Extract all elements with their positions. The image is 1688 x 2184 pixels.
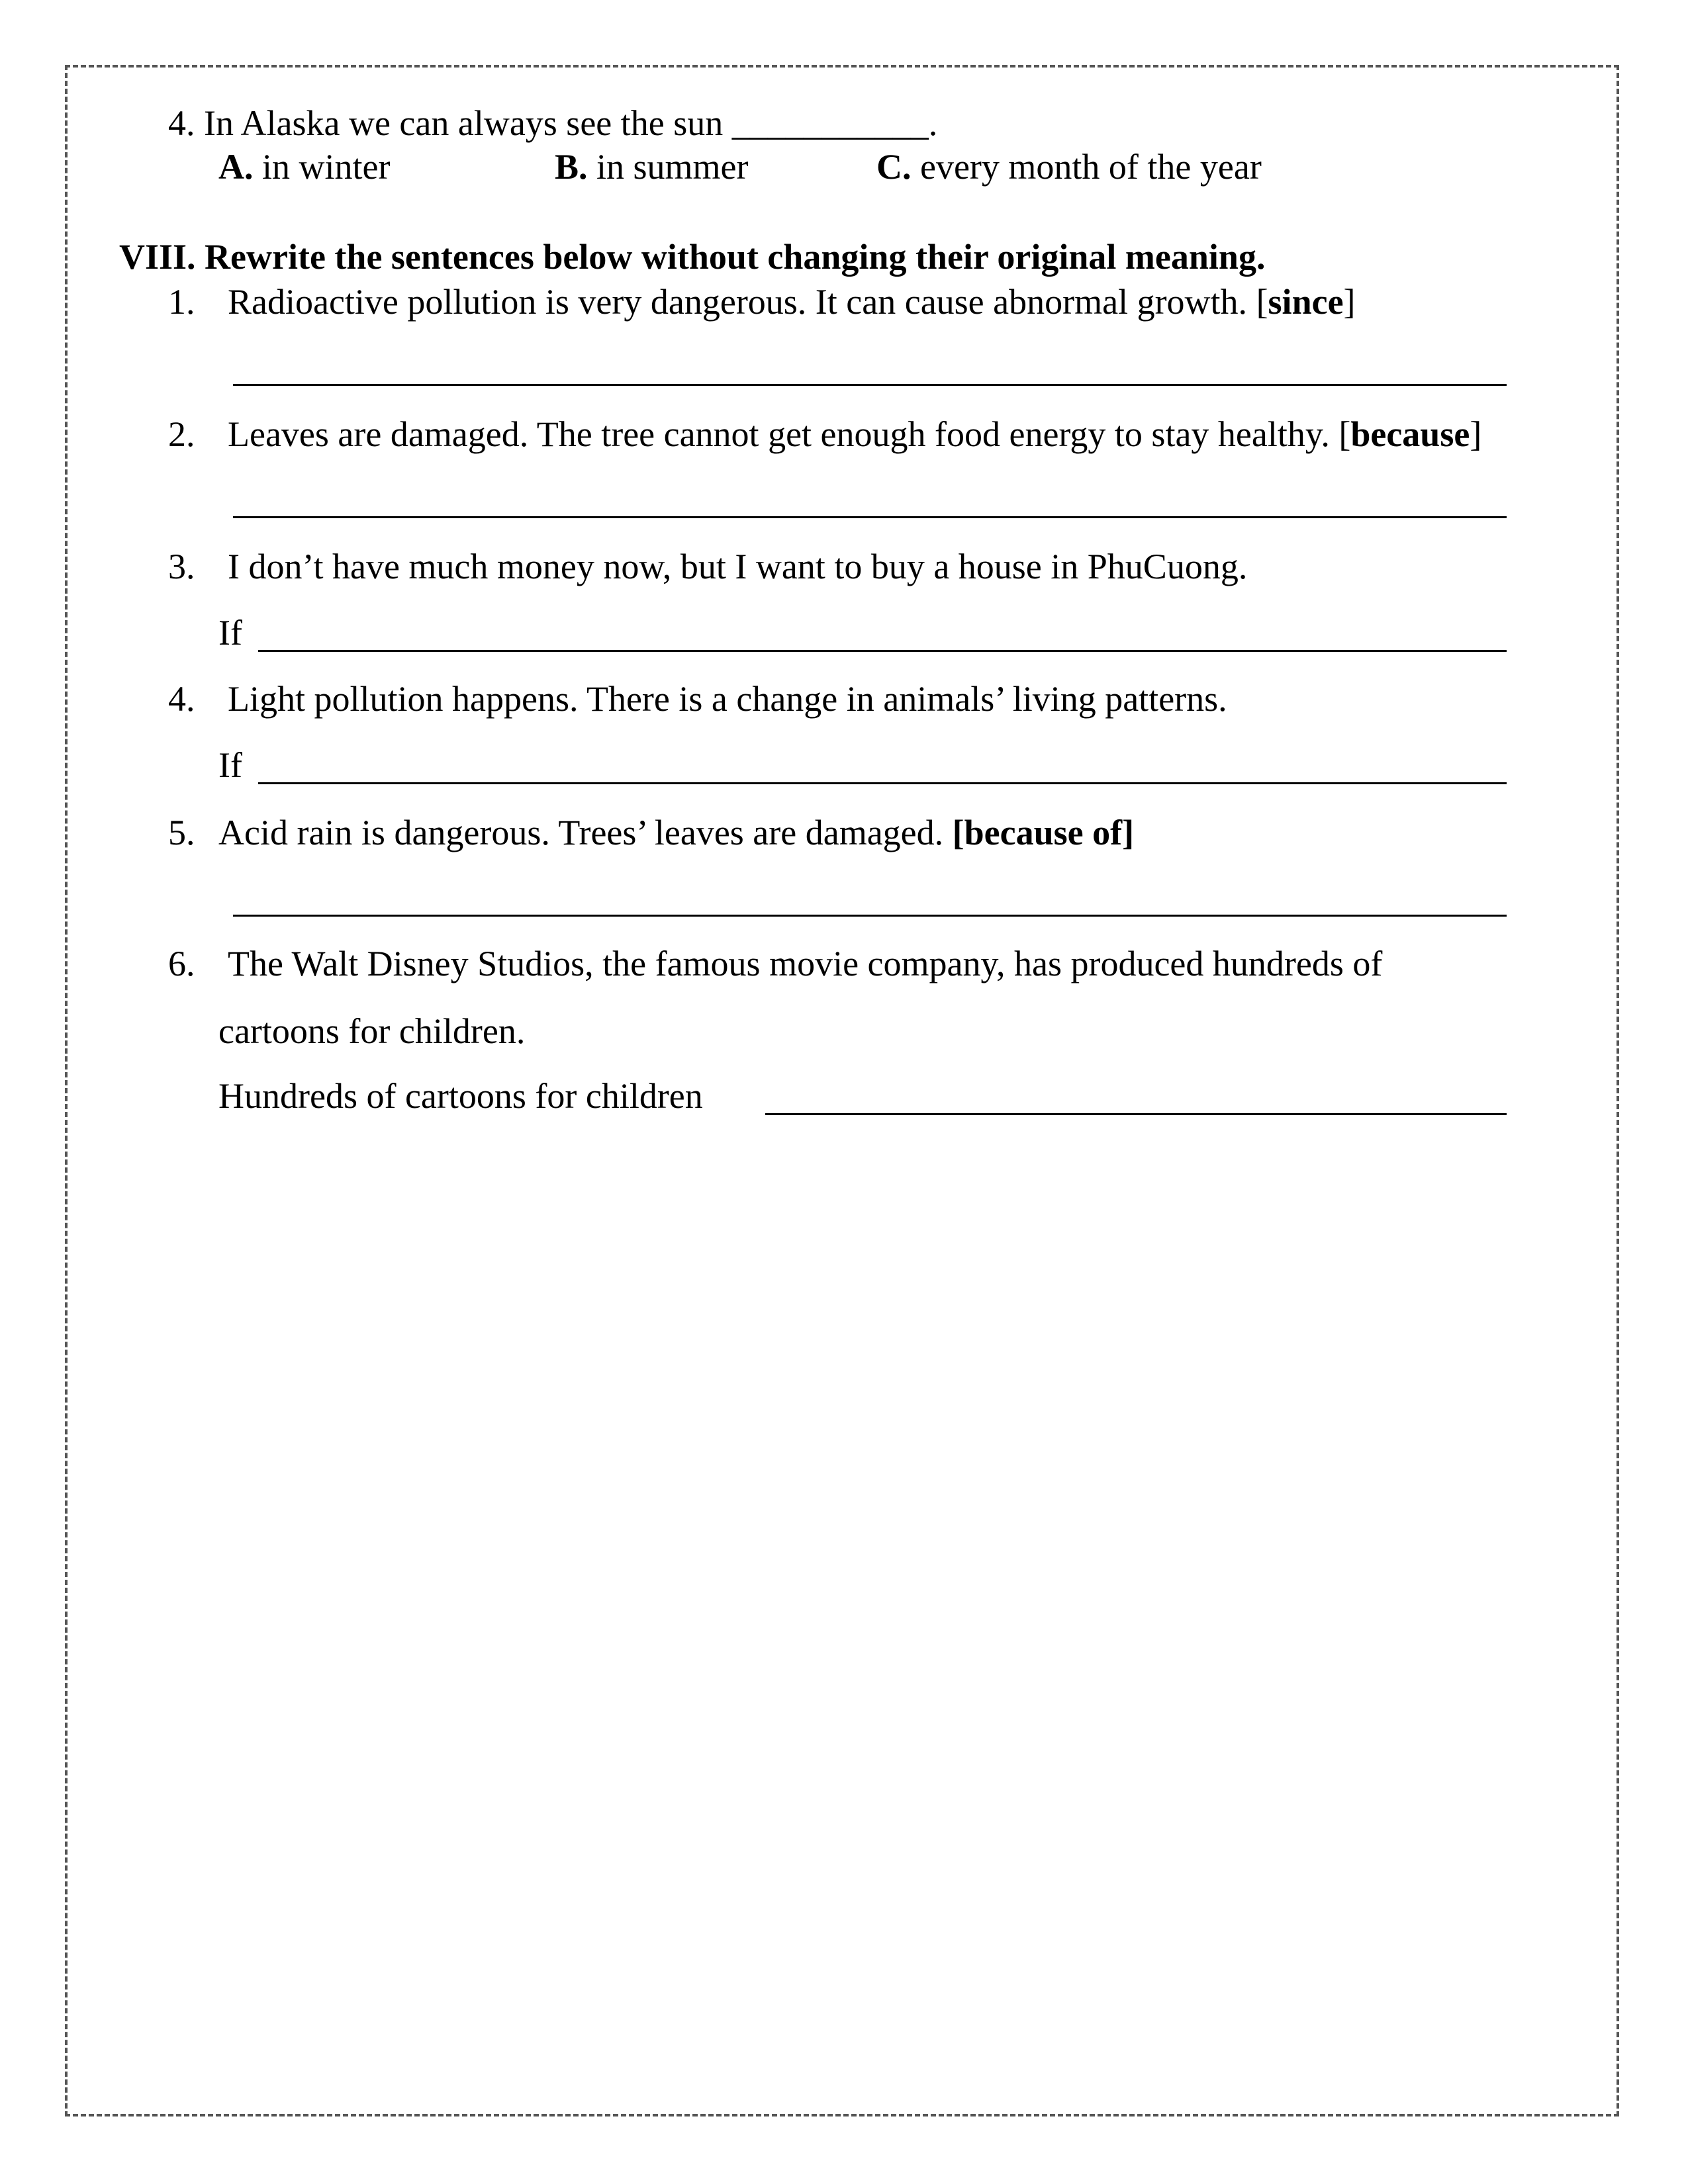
item-1-text: Radioactive pollution is very dangerous. It can cause abnormal growth. [228, 282, 1256, 322]
item-6-text-line-2: cartoons for children. [218, 1011, 526, 1051]
option-c-text: every month of the year [911, 147, 1262, 187]
item-5-number: 5. [168, 813, 195, 852]
item-4-number: 4. [168, 679, 195, 719]
option-b-text: in summer [587, 147, 749, 187]
question-4 [168, 102, 937, 144]
item-6-answer-line[interactable] [765, 1113, 1507, 1115]
item-3-answer-line[interactable] [258, 650, 1507, 652]
item-2-open-bracket: [ [1338, 414, 1351, 454]
option-b [555, 146, 749, 188]
item-1-open-bracket: [ [1256, 282, 1268, 322]
item-3-prompt: If [218, 613, 242, 653]
item-3-number: 3. [168, 547, 195, 586]
item-2-answer-line[interactable] [233, 516, 1507, 518]
item-5-answer-line[interactable] [233, 915, 1507, 917]
option-a [218, 146, 390, 188]
item-1-number: 1. [168, 282, 195, 322]
item-5-keyword: because of [964, 813, 1123, 852]
item-2-text: Leaves are damaged. The tree cannot get enough food energy to stay healthy. [228, 414, 1339, 454]
option-a-letter: A. [218, 147, 254, 187]
item-6-text-line-1: The Walt Disney Studios, the famous movie company, has produced hundreds of [228, 944, 1383, 983]
item-1-keyword: since [1268, 282, 1344, 322]
item-5-close-bracket: ] [1122, 813, 1135, 852]
item-1-sentence [228, 281, 1356, 323]
item-4-prompt: If [218, 745, 242, 785]
option-a-text: in winter [253, 147, 391, 187]
item-2-number: 2. [168, 414, 195, 454]
item-5-open-bracket: [ [952, 813, 964, 852]
option-b-letter: B. [555, 147, 588, 187]
option-c [876, 146, 1262, 188]
item-2-close-bracket: ] [1470, 414, 1482, 454]
question-4-stem: In Alaska we can always see the sun ___________. [204, 103, 938, 143]
item-2-sentence [228, 413, 1481, 455]
item-4-text: Light pollution happens. There is a change in animals’ living patterns. [228, 679, 1227, 719]
item-6-number: 6. [168, 944, 195, 983]
item-3-text: I don’t have much money now, but I want to buy a house in PhuCuong. [228, 547, 1248, 586]
question-4-number: 4. [168, 103, 195, 143]
item-1-answer-line[interactable] [233, 384, 1507, 386]
item-1-close-bracket: ] [1343, 282, 1356, 322]
option-c-letter: C. [876, 147, 912, 187]
item-5-text: Acid rain is dangerous. Trees’ leaves are damaged. [218, 813, 953, 852]
item-2-keyword: because [1350, 414, 1470, 454]
item-4-answer-line[interactable] [258, 782, 1507, 784]
item-5-sentence [218, 811, 1134, 854]
item-6-prompt: Hundreds of cartoons for children [218, 1076, 703, 1116]
section-heading: VIII. Rewrite the sentences below without changing their original meaning. [119, 237, 1266, 277]
